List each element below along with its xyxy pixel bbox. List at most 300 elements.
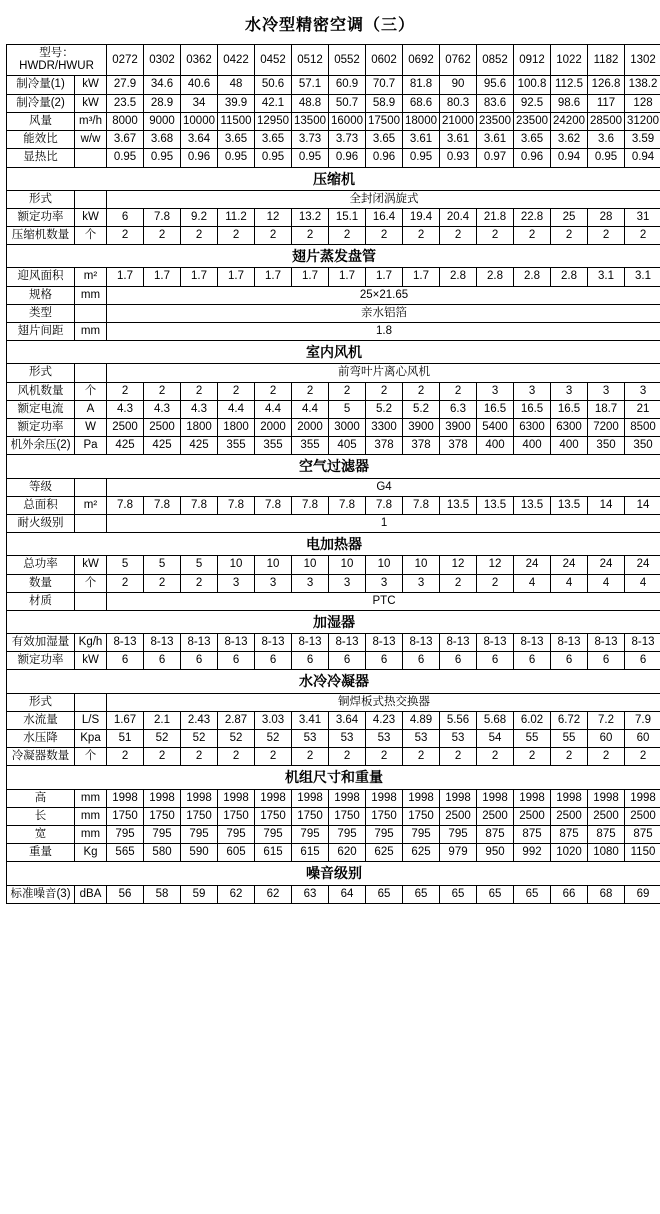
section-header-row xyxy=(7,862,660,885)
model-column-header: 0552 xyxy=(329,45,366,76)
row-unit xyxy=(75,592,107,610)
row-value: 625 xyxy=(366,844,403,862)
row-value: 5400 xyxy=(477,419,514,437)
row-value: 5 xyxy=(107,556,144,574)
row-value: 3 xyxy=(403,574,440,592)
table-row xyxy=(7,304,660,322)
table-row xyxy=(7,496,660,514)
row-value: 3 xyxy=(255,574,292,592)
row-value: 3 xyxy=(366,574,403,592)
row-value: 625 xyxy=(403,844,440,862)
row-value: 56 xyxy=(107,885,144,903)
row-value: 16.5 xyxy=(514,400,551,418)
row-value: 2 xyxy=(144,748,181,766)
row-value: 5 xyxy=(181,556,218,574)
row-merged-value: 前弯叶片离心风机 xyxy=(107,364,660,382)
row-value: 4.4 xyxy=(218,400,255,418)
row-value: 565 xyxy=(107,844,144,862)
row-value: 24 xyxy=(588,556,625,574)
row-value: 350 xyxy=(588,437,625,455)
row-label: 长 xyxy=(7,807,75,825)
row-unit: Kpa xyxy=(75,730,107,748)
row-value: 2 xyxy=(440,574,477,592)
row-value: 8-13 xyxy=(107,634,144,652)
row-value: 48 xyxy=(218,76,255,94)
row-value: 1998 xyxy=(366,789,403,807)
table-row xyxy=(7,592,660,610)
row-unit: kW xyxy=(75,556,107,574)
row-value: 9.2 xyxy=(181,208,218,226)
row-value: 2 xyxy=(477,227,514,245)
row-value: 3.61 xyxy=(440,131,477,149)
model-column-header: 0912 xyxy=(514,45,551,76)
row-value: 53 xyxy=(329,730,366,748)
table-row xyxy=(7,382,660,400)
row-value: 1020 xyxy=(551,844,588,862)
row-value: 2 xyxy=(255,748,292,766)
row-value: 405 xyxy=(329,437,366,455)
row-merged-value: 25×21.65 xyxy=(107,286,660,304)
row-value: 21 xyxy=(625,400,660,418)
row-value: 1800 xyxy=(218,419,255,437)
row-value: 2 xyxy=(255,227,292,245)
row-unit xyxy=(75,149,107,167)
model-column-header: 0602 xyxy=(366,45,403,76)
model-column-header: 0362 xyxy=(181,45,218,76)
row-value: 34 xyxy=(181,94,218,112)
row-value: 6 xyxy=(440,652,477,670)
row-value: 65 xyxy=(477,885,514,903)
table-row xyxy=(7,514,660,532)
row-value: 12950 xyxy=(255,112,292,130)
row-value: 16.4 xyxy=(366,208,403,226)
row-unit: W xyxy=(75,419,107,437)
row-value: 23500 xyxy=(477,112,514,130)
row-value: 4 xyxy=(588,574,625,592)
table-row xyxy=(7,323,660,341)
row-value: 42.1 xyxy=(255,94,292,112)
table-body xyxy=(7,45,660,904)
row-value: 1750 xyxy=(107,807,144,825)
row-value: 425 xyxy=(144,437,181,455)
row-value: 2 xyxy=(366,227,403,245)
row-value: 3 xyxy=(477,382,514,400)
row-value: 6 xyxy=(477,652,514,670)
row-value: 615 xyxy=(292,844,329,862)
model-label-line2: HWDR/HWUR xyxy=(19,60,94,73)
row-unit xyxy=(75,304,107,322)
section-title-indoor_fan: 室内风机 xyxy=(7,341,660,364)
row-value: 0.94 xyxy=(551,149,588,167)
row-value: 64 xyxy=(329,885,366,903)
row-value: 24 xyxy=(625,556,660,574)
row-value: 6.3 xyxy=(440,400,477,418)
row-value: 0.95 xyxy=(292,149,329,167)
section-title-compressor: 压缩机 xyxy=(7,167,660,190)
model-column-header: 0692 xyxy=(403,45,440,76)
row-value: 52 xyxy=(255,730,292,748)
row-value: 70.7 xyxy=(366,76,403,94)
row-value: 7.8 xyxy=(329,496,366,514)
row-value: 1998 xyxy=(329,789,366,807)
row-value: 7.8 xyxy=(181,496,218,514)
row-value: 2500 xyxy=(514,807,551,825)
row-value: 400 xyxy=(514,437,551,455)
row-label: 重量 xyxy=(7,844,75,862)
row-value: 3.62 xyxy=(551,131,588,149)
model-column-header: 1022 xyxy=(551,45,588,76)
row-value: 3.59 xyxy=(625,131,660,149)
row-value: 1998 xyxy=(255,789,292,807)
row-unit: 个 xyxy=(75,227,107,245)
table-row xyxy=(7,112,660,130)
row-value: 55 xyxy=(551,730,588,748)
table-row xyxy=(7,208,660,226)
row-value: 3.61 xyxy=(477,131,514,149)
row-value: 7.8 xyxy=(144,496,181,514)
row-value: 6 xyxy=(107,208,144,226)
row-value: 8-13 xyxy=(514,634,551,652)
row-value: 1.7 xyxy=(255,268,292,286)
row-value: 138.2 xyxy=(625,76,660,94)
row-label: 机外余压(2) xyxy=(7,437,75,455)
row-label: 冷凝器数量 xyxy=(7,748,75,766)
row-value: 0.93 xyxy=(440,149,477,167)
row-value: 1.7 xyxy=(403,268,440,286)
row-label: 等级 xyxy=(7,478,75,496)
row-value: 6 xyxy=(403,652,440,670)
table-row xyxy=(7,711,660,729)
row-unit: mm xyxy=(75,789,107,807)
row-merged-value: 亲水铝箔 xyxy=(107,304,660,322)
row-value: 1998 xyxy=(551,789,588,807)
row-value: 22.8 xyxy=(514,208,551,226)
row-unit: L/S xyxy=(75,711,107,729)
row-value: 65 xyxy=(440,885,477,903)
row-value: 3.65 xyxy=(255,131,292,149)
row-value: 7200 xyxy=(588,419,625,437)
model-column-header: 0422 xyxy=(218,45,255,76)
row-unit: mm xyxy=(75,807,107,825)
row-value: 378 xyxy=(403,437,440,455)
row-value: 3 xyxy=(218,574,255,592)
row-label: 标准噪音(3) xyxy=(7,885,75,903)
model-header-cell xyxy=(7,45,107,76)
row-value: 605 xyxy=(218,844,255,862)
row-value: 3900 xyxy=(403,419,440,437)
row-value: 7.8 xyxy=(255,496,292,514)
row-value: 8-13 xyxy=(588,634,625,652)
row-value: 4.3 xyxy=(181,400,218,418)
row-value: 3 xyxy=(551,382,588,400)
row-label: 迎风面积 xyxy=(7,268,75,286)
table-row xyxy=(7,419,660,437)
row-value: 6 xyxy=(625,652,660,670)
table-row xyxy=(7,844,660,862)
row-value: 4.4 xyxy=(292,400,329,418)
row-value: 2 xyxy=(107,748,144,766)
row-value: 875 xyxy=(477,825,514,843)
table-row xyxy=(7,364,660,382)
model-column-header: 0762 xyxy=(440,45,477,76)
row-value: 5.68 xyxy=(477,711,514,729)
row-value: 10 xyxy=(366,556,403,574)
page-title: 水冷型精密空调（三） xyxy=(244,17,415,34)
row-value: 0.96 xyxy=(329,149,366,167)
row-value: 31200 xyxy=(625,112,660,130)
row-value: 2 xyxy=(551,227,588,245)
row-value: 14 xyxy=(588,496,625,514)
row-value: 2 xyxy=(107,227,144,245)
row-value: 1.7 xyxy=(107,268,144,286)
row-value: 2 xyxy=(255,382,292,400)
row-value: 2 xyxy=(551,748,588,766)
row-unit xyxy=(75,190,107,208)
row-value: 92.5 xyxy=(514,94,551,112)
row-value: 3.6 xyxy=(588,131,625,149)
row-value: 58.9 xyxy=(366,94,403,112)
row-value: 3.64 xyxy=(329,711,366,729)
row-value: 31 xyxy=(625,208,660,226)
row-value: 8-13 xyxy=(255,634,292,652)
row-value: 2 xyxy=(625,748,660,766)
section-title-electric_heater: 电加热器 xyxy=(7,533,660,556)
row-value: 2.8 xyxy=(477,268,514,286)
row-value: 875 xyxy=(551,825,588,843)
row-value: 4.89 xyxy=(403,711,440,729)
row-label: 制冷量(2) xyxy=(7,94,75,112)
row-value: 0.95 xyxy=(588,149,625,167)
row-value: 21.8 xyxy=(477,208,514,226)
row-value: 7.8 xyxy=(292,496,329,514)
row-value: 3000 xyxy=(329,419,366,437)
row-value: 1.7 xyxy=(292,268,329,286)
row-value: 3.41 xyxy=(292,711,329,729)
row-value: 40.6 xyxy=(181,76,218,94)
row-value: 1998 xyxy=(514,789,551,807)
row-value: 6 xyxy=(107,652,144,670)
row-merged-value: 铜焊板式热交换器 xyxy=(107,693,660,711)
table-row xyxy=(7,556,660,574)
row-label: 显热比 xyxy=(7,149,75,167)
row-value: 8-13 xyxy=(440,634,477,652)
row-value: 1080 xyxy=(588,844,625,862)
row-value: 6300 xyxy=(514,419,551,437)
row-value: 2000 xyxy=(292,419,329,437)
row-value: 6 xyxy=(514,652,551,670)
row-value: 5 xyxy=(329,400,366,418)
row-value: 4 xyxy=(625,574,660,592)
table-row xyxy=(7,574,660,592)
model-column-header: 0512 xyxy=(292,45,329,76)
row-label: 有效加湿量 xyxy=(7,634,75,652)
table-row xyxy=(7,652,660,670)
row-unit xyxy=(75,693,107,711)
row-value: 3 xyxy=(329,574,366,592)
row-value: 8-13 xyxy=(625,634,660,652)
row-value: 65 xyxy=(403,885,440,903)
row-value: 355 xyxy=(255,437,292,455)
row-value: 6 xyxy=(181,652,218,670)
row-label: 水流量 xyxy=(7,711,75,729)
row-value: 8-13 xyxy=(366,634,403,652)
row-value: 128 xyxy=(625,94,660,112)
model-column-header: 0302 xyxy=(144,45,181,76)
row-unit: kW xyxy=(75,76,107,94)
row-value: 6 xyxy=(588,652,625,670)
row-value: 6 xyxy=(218,652,255,670)
row-unit: dBA xyxy=(75,885,107,903)
row-value: 53 xyxy=(366,730,403,748)
section-title-dimensions: 机组尺寸和重量 xyxy=(7,766,660,789)
row-unit: kW xyxy=(75,652,107,670)
model-column-header: 0452 xyxy=(255,45,292,76)
row-value: 28.9 xyxy=(144,94,181,112)
row-value: 53 xyxy=(403,730,440,748)
row-value: 23.5 xyxy=(107,94,144,112)
row-value: 425 xyxy=(181,437,218,455)
table-row xyxy=(7,131,660,149)
row-value: 34.6 xyxy=(144,76,181,94)
row-value: 2.8 xyxy=(551,268,588,286)
row-value: 24 xyxy=(551,556,588,574)
row-merged-value: G4 xyxy=(107,478,660,496)
row-value: 950 xyxy=(477,844,514,862)
row-value: 6 xyxy=(144,652,181,670)
table-row xyxy=(7,885,660,903)
section-header-row xyxy=(7,341,660,364)
row-value: 0.94 xyxy=(625,149,660,167)
row-merged-value: 1.8 xyxy=(107,323,660,341)
row-value: 3.65 xyxy=(218,131,255,149)
row-value: 1750 xyxy=(144,807,181,825)
row-value: 100.8 xyxy=(514,76,551,94)
row-value: 65 xyxy=(366,885,403,903)
row-unit: 个 xyxy=(75,574,107,592)
section-title-air_filter: 空气过滤器 xyxy=(7,455,660,478)
row-value: 2500 xyxy=(107,419,144,437)
row-value: 6 xyxy=(329,652,366,670)
row-value: 80.3 xyxy=(440,94,477,112)
row-value: 1998 xyxy=(625,789,660,807)
row-value: 355 xyxy=(292,437,329,455)
row-value: 3.67 xyxy=(107,131,144,149)
row-value: 6 xyxy=(255,652,292,670)
row-value: 12 xyxy=(477,556,514,574)
row-value: 1998 xyxy=(440,789,477,807)
row-unit: m² xyxy=(75,268,107,286)
row-value: 10000 xyxy=(181,112,218,130)
table-row xyxy=(7,76,660,94)
row-label: 水压降 xyxy=(7,730,75,748)
row-value: 0.95 xyxy=(218,149,255,167)
row-value: 2 xyxy=(440,748,477,766)
row-value: 0.95 xyxy=(107,149,144,167)
row-value: 875 xyxy=(588,825,625,843)
row-value: 400 xyxy=(477,437,514,455)
row-value: 2000 xyxy=(255,419,292,437)
row-value: 3 xyxy=(588,382,625,400)
row-value: 7.8 xyxy=(366,496,403,514)
row-value: 12 xyxy=(440,556,477,574)
row-unit: Kg xyxy=(75,844,107,862)
row-unit: A xyxy=(75,400,107,418)
row-value: 15.1 xyxy=(329,208,366,226)
row-value: 400 xyxy=(551,437,588,455)
row-value: 81.8 xyxy=(403,76,440,94)
row-value: 350 xyxy=(625,437,660,455)
row-value: 53 xyxy=(292,730,329,748)
row-value: 1750 xyxy=(218,807,255,825)
row-value: 8-13 xyxy=(477,634,514,652)
row-value: 6.72 xyxy=(551,711,588,729)
row-value: 17500 xyxy=(366,112,403,130)
row-value: 3.73 xyxy=(329,131,366,149)
row-value: 90 xyxy=(440,76,477,94)
table-row xyxy=(7,789,660,807)
row-unit: w/w xyxy=(75,131,107,149)
table-row xyxy=(7,478,660,496)
row-value: 1750 xyxy=(255,807,292,825)
row-value: 16000 xyxy=(329,112,366,130)
row-value: 5 xyxy=(144,556,181,574)
row-value: 13.5 xyxy=(477,496,514,514)
row-value: 50.6 xyxy=(255,76,292,94)
row-value: 1.7 xyxy=(144,268,181,286)
row-value: 63 xyxy=(292,885,329,903)
row-value: 795 xyxy=(329,825,366,843)
row-value: 112.5 xyxy=(551,76,588,94)
row-value: 28 xyxy=(588,208,625,226)
row-value: 12 xyxy=(255,208,292,226)
row-value: 2 xyxy=(107,382,144,400)
row-value: 2 xyxy=(181,227,218,245)
section-title-water_condenser: 水冷冷凝器 xyxy=(7,670,660,693)
row-value: 60 xyxy=(588,730,625,748)
row-value: 3.1 xyxy=(588,268,625,286)
model-column-header: 0272 xyxy=(107,45,144,76)
row-label: 材质 xyxy=(7,592,75,610)
row-value: 13500 xyxy=(292,112,329,130)
row-value: 7.9 xyxy=(625,711,660,729)
row-value: 20.4 xyxy=(440,208,477,226)
row-value: 5.2 xyxy=(403,400,440,418)
row-value: 126.8 xyxy=(588,76,625,94)
row-value: 1750 xyxy=(366,807,403,825)
table-row xyxy=(7,807,660,825)
row-value: 2 xyxy=(625,227,660,245)
row-value: 8-13 xyxy=(181,634,218,652)
row-value: 62 xyxy=(255,885,292,903)
row-value: 620 xyxy=(329,844,366,862)
row-value: 0.96 xyxy=(181,149,218,167)
row-value: 2 xyxy=(403,748,440,766)
row-value: 14 xyxy=(625,496,660,514)
row-value: 1998 xyxy=(181,789,218,807)
row-label: 能效比 xyxy=(7,131,75,149)
row-value: 62 xyxy=(218,885,255,903)
row-unit: m³/h xyxy=(75,112,107,130)
row-value: 3.03 xyxy=(255,711,292,729)
row-value: 1998 xyxy=(477,789,514,807)
row-value: 2 xyxy=(514,748,551,766)
row-value: 3.1 xyxy=(625,268,660,286)
row-label: 风机数量 xyxy=(7,382,75,400)
row-value: 2500 xyxy=(144,419,181,437)
row-value: 60.9 xyxy=(329,76,366,94)
row-label: 形式 xyxy=(7,364,75,382)
row-value: 2 xyxy=(292,382,329,400)
